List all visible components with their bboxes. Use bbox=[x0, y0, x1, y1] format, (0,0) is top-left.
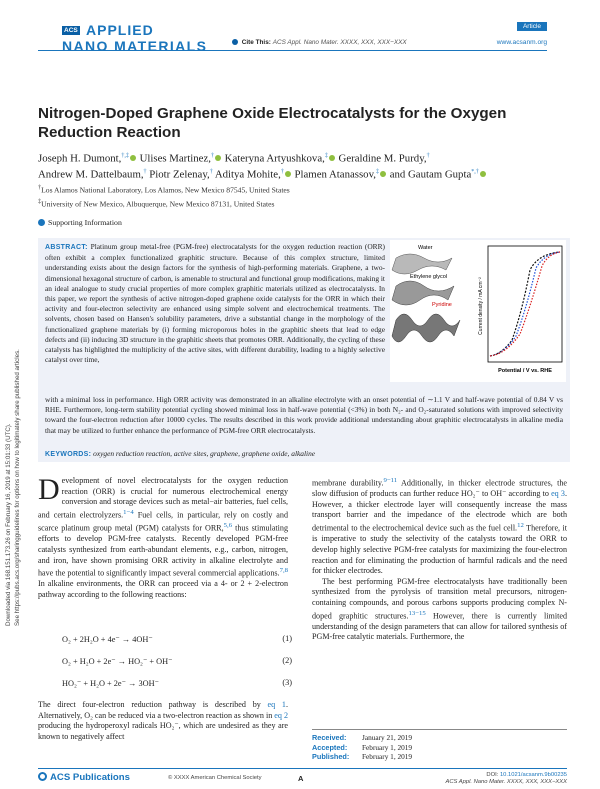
orcid-icon[interactable] bbox=[215, 155, 221, 161]
author[interactable]: Aditya Mohite, bbox=[214, 168, 281, 181]
body-text: However, there is currently limited understanding of the design parameters that can allow for tailored synthesis of PGM-free catalytic materials. Furthermore, the bbox=[312, 611, 567, 642]
equation-number: (1) bbox=[282, 634, 292, 643]
published-label: Published: bbox=[312, 752, 350, 762]
keywords bbox=[45, 449, 563, 458]
orcid-icon[interactable] bbox=[130, 155, 136, 161]
keywords-list: oxygen reduction reaction, active sites, graphene, graphene oxide, alkaline bbox=[93, 449, 316, 458]
author[interactable]: Joseph H. Dumont, bbox=[38, 152, 122, 165]
body-left-para2 bbox=[38, 700, 288, 742]
footer-divider bbox=[38, 768, 567, 769]
cite-icon bbox=[232, 39, 238, 45]
download-note-line2: See https://pubs.acs.org/sharingguidelines for options on how to legitimately share published articles. bbox=[14, 349, 21, 626]
doi-row bbox=[445, 772, 567, 779]
citation-ref[interactable]: 13−15 bbox=[408, 609, 426, 617]
cite-prefix: Cite This: bbox=[241, 39, 271, 46]
supporting-info-label: Supporting Information bbox=[48, 218, 122, 227]
publication-dates bbox=[312, 733, 567, 762]
citation-ref[interactable]: 9−11 bbox=[383, 477, 398, 484]
affiliation-sup: † bbox=[38, 184, 42, 191]
journal-url[interactable]: www.acsanm.org bbox=[496, 39, 547, 46]
body-text: producing the hydroperoxyl radicals HO₂⁻, which are undesired as they are known to negatively affect bbox=[38, 721, 288, 741]
body-text: Fuel cells, in particular, rely on costly and scarce platinum group metal (PGM) catalysts for ORR, bbox=[38, 510, 288, 533]
doi-label: DOI: bbox=[486, 772, 499, 778]
body-text: Additionally, in thicker electrode structures, the slow diffusion of products can further reduce HO₂⁻ to OH⁻ according to bbox=[312, 478, 567, 499]
page-number: A bbox=[298, 774, 304, 783]
citation-ref[interactable]: 5,6 bbox=[223, 522, 233, 530]
body-text: In alkaline environments, the ORR can proceed via a 4- or 2 + 2-electron pathway according to the following reactions: bbox=[38, 579, 288, 599]
supporting-info-icon bbox=[38, 219, 45, 226]
orcid-icon[interactable] bbox=[480, 171, 486, 177]
publisher-logo[interactable] bbox=[38, 772, 130, 783]
accepted-row bbox=[312, 743, 567, 753]
doi-block bbox=[445, 772, 567, 787]
toc-xlabel: Potential / V vs. RHE bbox=[498, 368, 552, 374]
article-title: Nitrogen-Doped Graphene Oxide Electrocatalysts for the Oxygen Reduction Reaction bbox=[38, 105, 507, 141]
author[interactable]: Andrew M. Dattelbaum, bbox=[38, 168, 144, 181]
toc-label-pyridine: Pyridine bbox=[432, 302, 452, 308]
body-right-para2 bbox=[312, 577, 567, 643]
author-sup: † bbox=[210, 153, 214, 159]
orcid-icon[interactable] bbox=[329, 155, 335, 161]
body-text: The direct four-electron reduction pathway is described by bbox=[38, 700, 268, 709]
equation-ref[interactable]: eq 1 bbox=[267, 700, 286, 709]
body-text: . However, a thicker electrode layer will consequently increase the mass transport barrier and the impedance of the electrode which are both detrimental to the electrochemical device such as the fuel cell. bbox=[312, 489, 567, 533]
author[interactable]: Kateryna Artyushkova, bbox=[224, 152, 325, 165]
acs-publications-icon bbox=[38, 772, 47, 781]
author-sup: *,† bbox=[471, 169, 479, 176]
received-row bbox=[312, 733, 567, 743]
author-sup: † bbox=[209, 169, 213, 176]
author-sup: † bbox=[426, 153, 430, 159]
author-sup: ‡ bbox=[375, 169, 379, 176]
received-date: January 21, 2019 bbox=[362, 733, 413, 742]
equation-text: O₂ + 2H₂O + 4e⁻ → 4OH⁻ bbox=[62, 635, 153, 644]
orcid-icon[interactable] bbox=[380, 171, 386, 177]
equation-ref[interactable]: eq 2 bbox=[274, 710, 288, 720]
author-sup: † bbox=[143, 169, 147, 176]
equation-ref[interactable]: eq 3 bbox=[551, 489, 565, 499]
body-text: The best performing PGM-free electrocatalysts have traditionally been synthesized from the pyrolysis of transition metal precursors, nitrogen-containing compounds, and porous carbons supports producing complex N-doped graphitic structures. bbox=[312, 576, 567, 621]
equation-1 bbox=[62, 634, 292, 644]
supporting-information-link[interactable] bbox=[38, 218, 122, 227]
equation-text: HO₂⁻ + H₂O + 2e⁻ → 3OH⁻ bbox=[62, 679, 159, 688]
citation-ref[interactable]: 7,8 bbox=[279, 567, 288, 575]
keywords-label: KEYWORDS: bbox=[45, 451, 92, 458]
equation-2 bbox=[62, 656, 292, 666]
body-left-column bbox=[38, 473, 288, 601]
author-sup: ‡ bbox=[324, 153, 328, 159]
toc-ylabel: Current density / mA cm⁻² bbox=[478, 277, 484, 335]
accepted-label: Accepted: bbox=[312, 742, 348, 752]
citation-ref[interactable]: 12 bbox=[517, 522, 524, 530]
published-date: February 1, 2019 bbox=[362, 752, 413, 762]
author-sup: † bbox=[280, 169, 284, 176]
toc-label-water: Water bbox=[418, 245, 433, 251]
author[interactable]: Piotr Zelenay, bbox=[149, 168, 210, 181]
article-type-tag: Article bbox=[517, 22, 547, 31]
doi-link[interactable]: 10.1021/acsanm.9b00235 bbox=[499, 772, 567, 778]
body-text: evelopment of novel electrocatalysts for the oxygen reduction reaction (ORR) is crucial for numerous electrochemical energy conversion and storage devices such as metal−air batteries, fuel cells, and certain electrolyzers. bbox=[38, 476, 288, 520]
abstract-text-top bbox=[45, 242, 385, 365]
affiliation-2 bbox=[38, 198, 558, 209]
affiliation-text: Los Alamos National Laboratory, Los Alamos, New Mexico 87545, United States bbox=[41, 185, 290, 195]
author[interactable]: Ulises Martinez, bbox=[139, 152, 211, 165]
affiliation-text: University of New Mexico, Albuquerque, New Mexico 87131, United States bbox=[41, 199, 275, 209]
equation-text: O₂ + H₂O + 2e⁻ → HO₂⁻ + OH⁻ bbox=[62, 657, 173, 666]
acs-badge: ACS bbox=[64, 27, 78, 34]
published-row bbox=[312, 752, 567, 762]
logo-line-applied: APPLIED bbox=[86, 22, 154, 38]
dates-divider bbox=[312, 729, 567, 730]
received-label: Received: bbox=[312, 733, 347, 742]
logo-line-nano-materials: NANO MATERIALS bbox=[62, 38, 208, 54]
author-sup: †,‡ bbox=[121, 153, 129, 159]
copyright: © XXXX American Chemical Society bbox=[168, 775, 262, 781]
download-note-line1: Downloaded via 168.151.173.26 on February 16, 2019 at 15:01:33 (UTC). bbox=[5, 423, 12, 626]
body-text: thus stimulating efforts to develop PGM-free catalysts. Recently developed PGM-free catalysts synthesized from earth-abundant elements, e.g., carbon, nitrogen, and iron, have shown promising ORR activity in alkaline electrolyte and have the potential to significantly impact several commercial applications. bbox=[38, 523, 288, 578]
affiliation-1 bbox=[38, 184, 558, 195]
body-right-column bbox=[312, 476, 567, 643]
download-note bbox=[2, 236, 28, 626]
body-text: Therefore, it is imperative to study the selectivity of the catalysts toward the ORR to develop highly selective PGM-free catalysts for maximizing the four-electron reaction and for eliminating the production of harmful radicals and the need for thicker electrodes. bbox=[312, 523, 567, 576]
author[interactable]: and Gautam Gupta bbox=[389, 168, 472, 181]
equation-number: (2) bbox=[282, 656, 292, 665]
affiliation-sup: ‡ bbox=[38, 198, 42, 205]
author[interactable]: Geraldine M. Purdy, bbox=[338, 152, 427, 165]
cite-text: ACS Appl. Nano Mater. XXXX, XXX, XXX−XXX bbox=[272, 39, 407, 46]
toc-graphic bbox=[390, 240, 566, 382]
author[interactable]: Plamen Atanassov, bbox=[294, 168, 376, 181]
drop-cap: D bbox=[38, 473, 60, 506]
abstract-body-top: Platinum group metal-free (PGM-free) electrocatalysts for the oxygen reduction reaction (ORR) often exhibit a complex functionalized graphitic structure. Because of this complex structure, limited understanding exists about the design factors for the synthesis of high-performing materials. Graphene, a two-dimensional hexagonal structure of carbon, is amenable to structural and functional group modifications, making it an ideal analogue to study crucial properties of more complex graphitic materials utilized as electrocatalysts. In this paper, we report the synthesis of active nitrogen-doped graphene oxide catalysts for the ORR in which their activity and four-electron selectivity are enhanced using simple solvent and electrochemical treatments. The solvents, chosen based on Hansen's solubility parameters, drive a substantial change in the morphology of the functionalized graphene materials by (i) forming microporous holes in the graphitic sheets that lead to edge defects and (ii) inducing 3D structure in the graphitic sheets that promotes ORR. Additionally, the cycling of these catalysts has highlighted the multiplicity of the active sites, with different durability, leading to a highly selective catalyst over time, bbox=[45, 242, 385, 365]
citation-ref[interactable]: 1−4 bbox=[123, 508, 134, 516]
body-text: membrane durability. bbox=[312, 478, 384, 488]
abstract-text-bottom: with a minimal loss in performance. High ORR activity was demonstrated in an alkaline electrolyte with an onset potential of ∼1.1 V and half-wave potential of 0.84 V vs RHE. Furthermore, long-term stability potential cycling showed minimal loss in half-wave potential (<3%) in both N₂- and O₂-saturated solutions with improved selectivity toward the four-electron reduction after 10000 cycles. The results described in this work provide additional understanding about graphitic electrocatalysts in alkaline media that may be utilized to further enhance the performance of PGM-free ORR electrocatalysts. bbox=[45, 395, 563, 435]
header-divider bbox=[38, 50, 547, 51]
body-text: . Alternatively, O₂ can be reduced via a two-electron reaction as shown in bbox=[38, 700, 288, 720]
footer-citation: ACS Appl. Nano Mater. XXXX, XXX, XXX−XXX bbox=[445, 779, 567, 786]
equation-number: (3) bbox=[282, 678, 292, 687]
toc-label-ethylene: Ethylene glycol bbox=[410, 274, 447, 280]
journal-logo[interactable] bbox=[62, 22, 232, 68]
abstract-label: ABSTRACT: bbox=[45, 244, 88, 251]
author-list bbox=[38, 150, 558, 182]
accepted-date: February 1, 2019 bbox=[362, 742, 413, 752]
orcid-icon[interactable] bbox=[285, 171, 291, 177]
equation-3 bbox=[62, 678, 292, 688]
cite-this[interactable] bbox=[232, 39, 407, 46]
publisher-name: ACS Publications bbox=[50, 772, 130, 783]
